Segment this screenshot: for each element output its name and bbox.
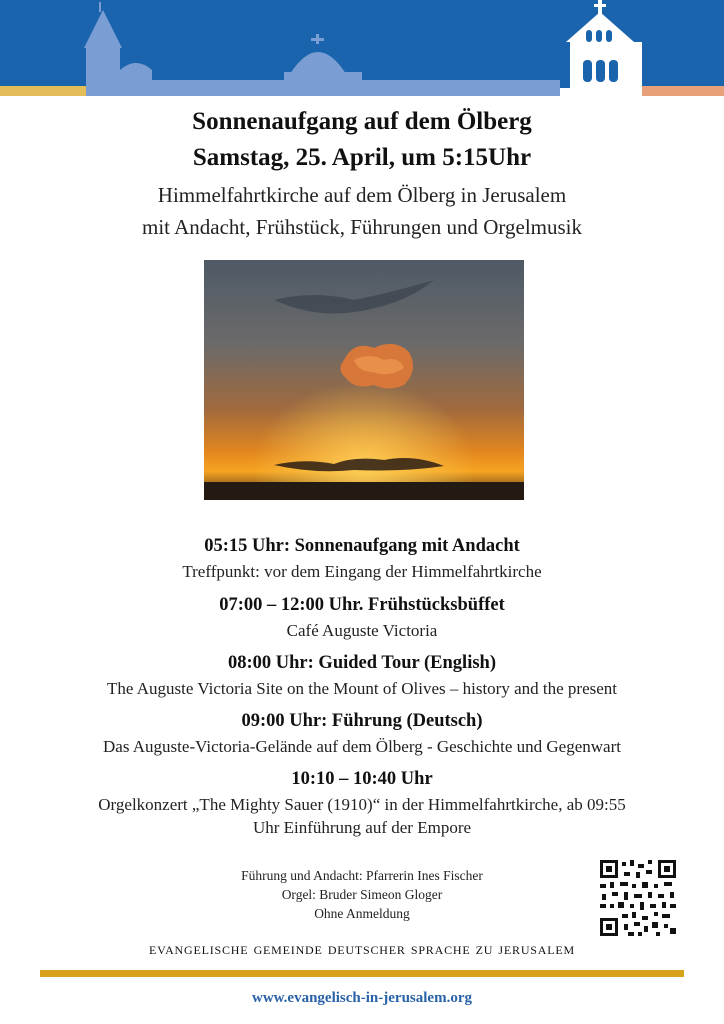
credits-organ: Orgel: Bruder Simeon Gloger	[281, 887, 443, 902]
schedule-item-heading: 09:00 Uhr: Führung (Deutsch)	[241, 711, 483, 731]
sunrise-sky-photo	[204, 260, 524, 500]
schedule-item-description: Treffpunkt: vor dem Eingang der Himmelfahrtkirche	[182, 562, 542, 581]
schedule-item-heading: 08:00 Uhr: Guided Tour (English)	[228, 653, 496, 673]
divider	[40, 970, 684, 977]
event-date: Samstag, 25. April, um 5:15Uhr	[192, 144, 532, 171]
schedule-item-description: Das Auguste-Victoria-Gelände auf dem Ölberg - Geschichte und Gegenwart	[103, 737, 621, 756]
event-location: Himmelfahrtkirche auf dem Ölberg in Jerusalem	[157, 183, 567, 207]
organization-name: evangelische gemeinde deutscher sprache zu jerusalem	[149, 938, 575, 958]
schedule-item-description: Uhr Einführung auf der Empore	[252, 818, 472, 837]
event-title: Sonnenaufgang auf dem Ölberg	[192, 108, 532, 135]
credits-guide: Führung und Andacht: Pfarrerin Ines Fischer	[241, 868, 483, 883]
header-banner	[0, 0, 724, 100]
website-link[interactable]: www.evangelisch-in-jerusalem.org	[252, 990, 472, 1006]
qr-code-icon[interactable]	[598, 858, 678, 938]
event-summary: mit Andacht, Frühstück, Führungen und Orgelmusik	[141, 215, 582, 239]
schedule-item-description: The Auguste Victoria Site on the Mount of Olives – history and the present	[107, 679, 617, 698]
schedule-item-heading: 05:15 Uhr: Sonnenaufgang mit Andacht	[204, 536, 520, 556]
schedule-item-heading: 10:10 – 10:40 Uhr	[291, 769, 433, 789]
schedule-item-description: Café Auguste Victoria	[286, 621, 438, 640]
schedule-item-heading: 07:00 – 12:00 Uhr. Frühstücksbüffet	[219, 595, 505, 615]
schedule-item-description: Orgelkonzert „The Mighty Sauer (1910)“ in der Himmelfahrtkirche, ab 09:55	[98, 795, 626, 814]
credits-registration: Ohne Anmeldung	[314, 906, 410, 921]
